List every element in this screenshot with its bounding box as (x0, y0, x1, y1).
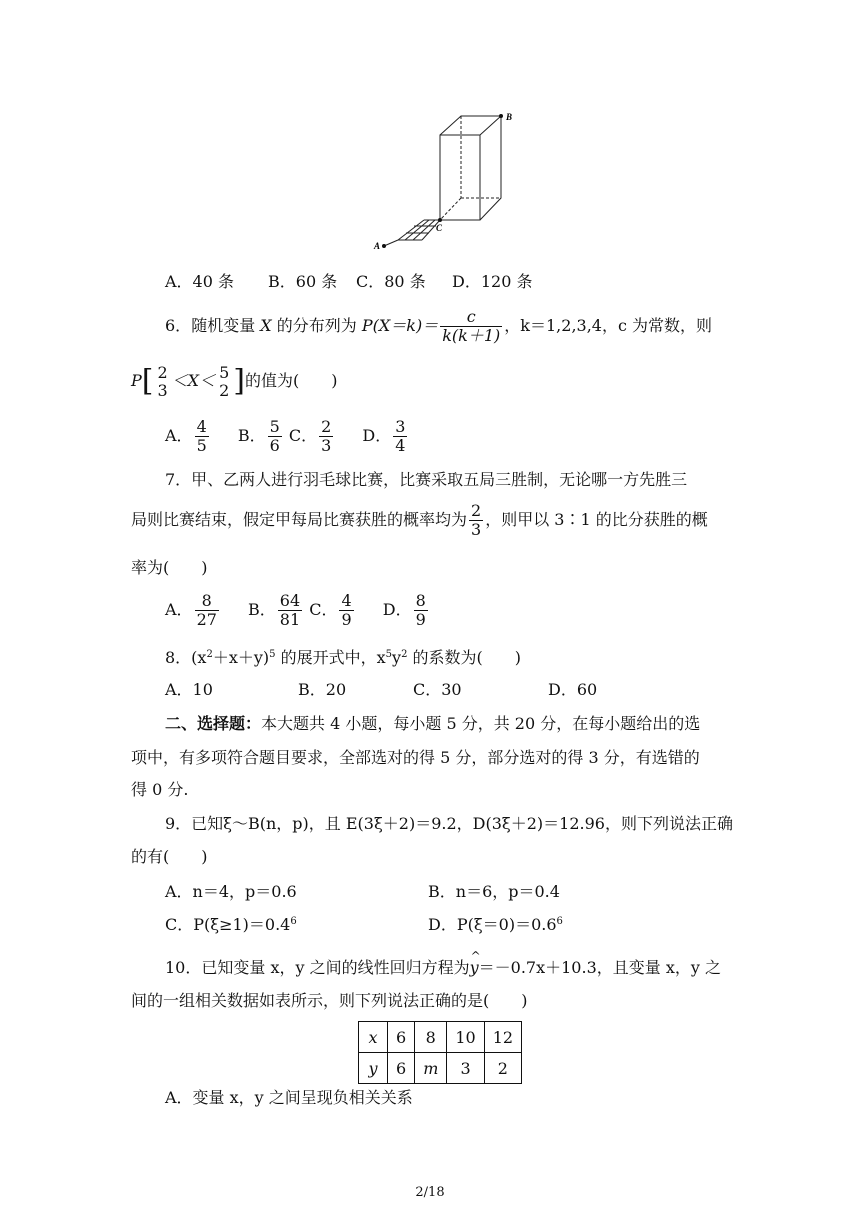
q6-var-x: X (260, 316, 272, 335)
q8-sup3: 5 (385, 649, 393, 660)
cuboid-top-face (440, 116, 501, 135)
table-cell: 6 (388, 1022, 415, 1053)
q10-line1-b: ＝－0.7x＋10.3，且变量 x，y 之 (478, 958, 721, 977)
q6-option-b-den: 6 (269, 436, 280, 455)
q9-option-d-text: D．P(ξ＝0)＝0.6 (428, 915, 557, 934)
q6-option-a-num: 4 (196, 417, 207, 436)
cuboid-hidden-edges (440, 116, 501, 220)
q7-line3: 率为( ) (131, 558, 208, 577)
label-b: B (506, 112, 513, 122)
table-row (359, 1022, 522, 1053)
q7-option-b-den: 81 (279, 610, 301, 629)
q7-option-c-den: 9 (341, 610, 352, 629)
q7-line2 (131, 500, 708, 540)
q6-frac-den: k(k＋1) (442, 326, 501, 345)
label-a: A (374, 241, 381, 251)
section2-line2: 项中，有多项符合题目要求，全部选对的得 5 分，部分选对的得 3 分，有选错的 (131, 748, 700, 767)
q7-option-a-letter: A． (165, 600, 193, 619)
q8-mid1: ＋x＋y) (212, 648, 270, 667)
q8-sup4: 2 (401, 649, 408, 660)
q7-option-d-frac (414, 592, 428, 629)
q6-ineq-left (155, 364, 169, 400)
q7-line2-b: ，则甲以 3∶1 的比分获胜的概 (485, 510, 708, 529)
q6-ineq-left-den: 3 (157, 380, 168, 400)
q6-stem-2: 的分布列为 (276, 316, 357, 335)
q7-options (165, 590, 430, 630)
q6-ineq-right-num: 5 (219, 362, 230, 382)
q7-option-b-num: 64 (279, 591, 301, 610)
q7-option-a-num: 8 (195, 592, 219, 611)
q6-line2-p: P (131, 371, 142, 390)
cell-text: y (368, 1058, 378, 1078)
table-cell: 10 (447, 1022, 484, 1053)
q5-option-b: B．60 条 (268, 272, 338, 291)
q6-frac-num: c (440, 308, 502, 327)
cell-text: x (368, 1027, 378, 1047)
section2-line1 (165, 714, 700, 734)
q8-pre: 8．(x (165, 648, 207, 667)
label-c: C (436, 223, 443, 233)
q10-line1-a: 10．已知变量 x，y 之间的线性回归方程为 (165, 958, 470, 977)
q8-option-a: A．10 (165, 680, 213, 699)
table-cell: 8 (415, 1022, 447, 1053)
q6-ineq-right-den: 2 (219, 380, 230, 400)
q7-option-b-frac (278, 592, 302, 629)
q9-line2: 的有( ) (131, 847, 208, 866)
q9-option-a: A．n＝4，p＝0.6 (165, 882, 297, 901)
left-bracket: [ (141, 363, 154, 399)
figure-svg (368, 110, 528, 252)
q9-option-b: B．n＝6，p＝0.4 (428, 882, 560, 901)
q7-option-a-frac (195, 592, 219, 629)
q6-option-c-frac (319, 418, 333, 455)
q6-option-c-letter: C． (288, 426, 318, 445)
cuboid-grid-figure (368, 110, 528, 252)
q6-option-d-den: 4 (395, 436, 406, 455)
q5-option-d: D．120 条 (452, 272, 533, 291)
q7-option-a-den: 27 (196, 610, 217, 629)
section2-line1-text: 本大题共 4 小题，每小题 5 分，共 20 分，在每小题给出的选 (261, 714, 701, 733)
table-cell: 6 (388, 1053, 415, 1084)
q7-option-d-letter: D． (382, 600, 412, 619)
q6-option-d-frac (393, 418, 407, 455)
q6-option-d-letter: D． (362, 426, 392, 445)
q7-fraction (469, 502, 483, 539)
page-number: 2/18 (415, 1185, 445, 1200)
q6-ineq-left-num: 2 (157, 362, 168, 382)
q7-line1: 7．甲、乙两人进行羽毛球比赛，比赛采取五局三胜制，无论哪一方先胜三 (165, 470, 688, 489)
q6-option-d-num: 3 (395, 417, 406, 436)
q8-option-b: B．20 (298, 680, 347, 699)
table-row (359, 1053, 522, 1084)
table-cell-header-y (359, 1053, 388, 1084)
table-cell: 2 (484, 1053, 521, 1084)
q8-tail: 的系数为( ) (407, 648, 522, 667)
q5-option-c: C．80 条 (356, 272, 426, 291)
q10-line2: 间的一组相关数据如表所示，则下列说法正确的是( ) (131, 991, 528, 1010)
q6-option-b-letter: B． (237, 426, 266, 445)
q6-ineq-right (217, 364, 231, 400)
q9-option-d-sup: 6 (556, 916, 563, 927)
q7-frac-den: 3 (471, 520, 482, 539)
q6-options (165, 416, 409, 456)
q9-option-c-sup: 6 (290, 916, 297, 927)
section2-line3: 得 0 分. (131, 780, 189, 799)
section2-title: 二、选择题： (165, 714, 262, 733)
q9-option-c-text: C．P(ξ≥1)＝0.4 (165, 915, 291, 934)
point-c (438, 218, 442, 222)
q10-hat-symbol: ^ (470, 949, 481, 963)
q7-option-c-frac (339, 592, 353, 629)
point-a (382, 244, 386, 248)
q9-option-c (165, 915, 297, 935)
q10-yhat (469, 949, 481, 978)
table-cell (415, 1053, 447, 1084)
q8-mid2: 的展开式中，x (275, 648, 386, 667)
q8-option-c: C．30 (413, 680, 462, 699)
ground-grid (384, 220, 440, 246)
q7-option-c-num: 4 (341, 591, 352, 610)
q6-p-expr: P(X＝k)＝ (361, 316, 439, 335)
q10-data-table (358, 1021, 522, 1084)
q8-sup1: 2 (206, 649, 213, 660)
q6-stem-1: 随机变量 (191, 316, 256, 335)
q6-stem-3: ，k＝1,2,3,4，c 为常数，则 (504, 316, 713, 335)
q6-stem (165, 306, 712, 346)
q6-option-c-num: 2 (321, 417, 332, 436)
q6-option-b-frac (268, 418, 282, 455)
q6-ineq-mid: ＜X＜ (171, 371, 216, 390)
right-bracket: ] (233, 363, 245, 399)
q9-option-d (428, 915, 563, 935)
q10-yhat-letter: y (469, 958, 479, 977)
q8-sup2: 5 (269, 649, 276, 660)
q9-line1: 9．已知ξ～B(n，p)，且 E(3ξ＋2)＝9.2，D(3ξ＋2)＝12.96，则下列说法正确 (165, 814, 733, 833)
q7-option-c-letter: C． (309, 600, 338, 619)
q6-line2-tail: 的值为( ) (244, 371, 338, 390)
q6-fraction (440, 308, 502, 345)
q10-line1 (165, 949, 721, 978)
q6-option-a-frac (195, 418, 209, 455)
q7-frac-num: 2 (471, 501, 482, 520)
q6-option-a-den: 5 (196, 436, 207, 455)
q8-option-d: D．60 (548, 680, 598, 699)
q6-option-c-den: 3 (321, 436, 332, 455)
table-cell-header-x (359, 1022, 388, 1053)
cuboid-front-face (440, 135, 480, 220)
q6-option-a-letter: A． (165, 426, 193, 445)
q6-line2 (131, 361, 337, 402)
point-b (499, 114, 503, 118)
cell-text: m (423, 1058, 439, 1078)
q8-mid3: y (392, 648, 402, 667)
table-cell: 12 (484, 1022, 521, 1053)
q7-option-d-num: 8 (415, 591, 426, 610)
table-cell: 3 (447, 1053, 484, 1084)
q8-stem (165, 648, 521, 668)
q6-number: 6． (165, 316, 192, 335)
q6-option-b-num: 5 (269, 417, 280, 436)
q7-option-d-den: 9 (415, 610, 426, 629)
q10-option-a: A．变量 x，y 之间呈现负相关关系 (165, 1088, 413, 1107)
q7-option-b-letter: B． (248, 600, 276, 619)
q5-option-a: A．40 条 (165, 272, 235, 291)
q7-line2-a: 局则比赛结束，假定甲每局比赛获胜的概率均为 (131, 510, 468, 529)
